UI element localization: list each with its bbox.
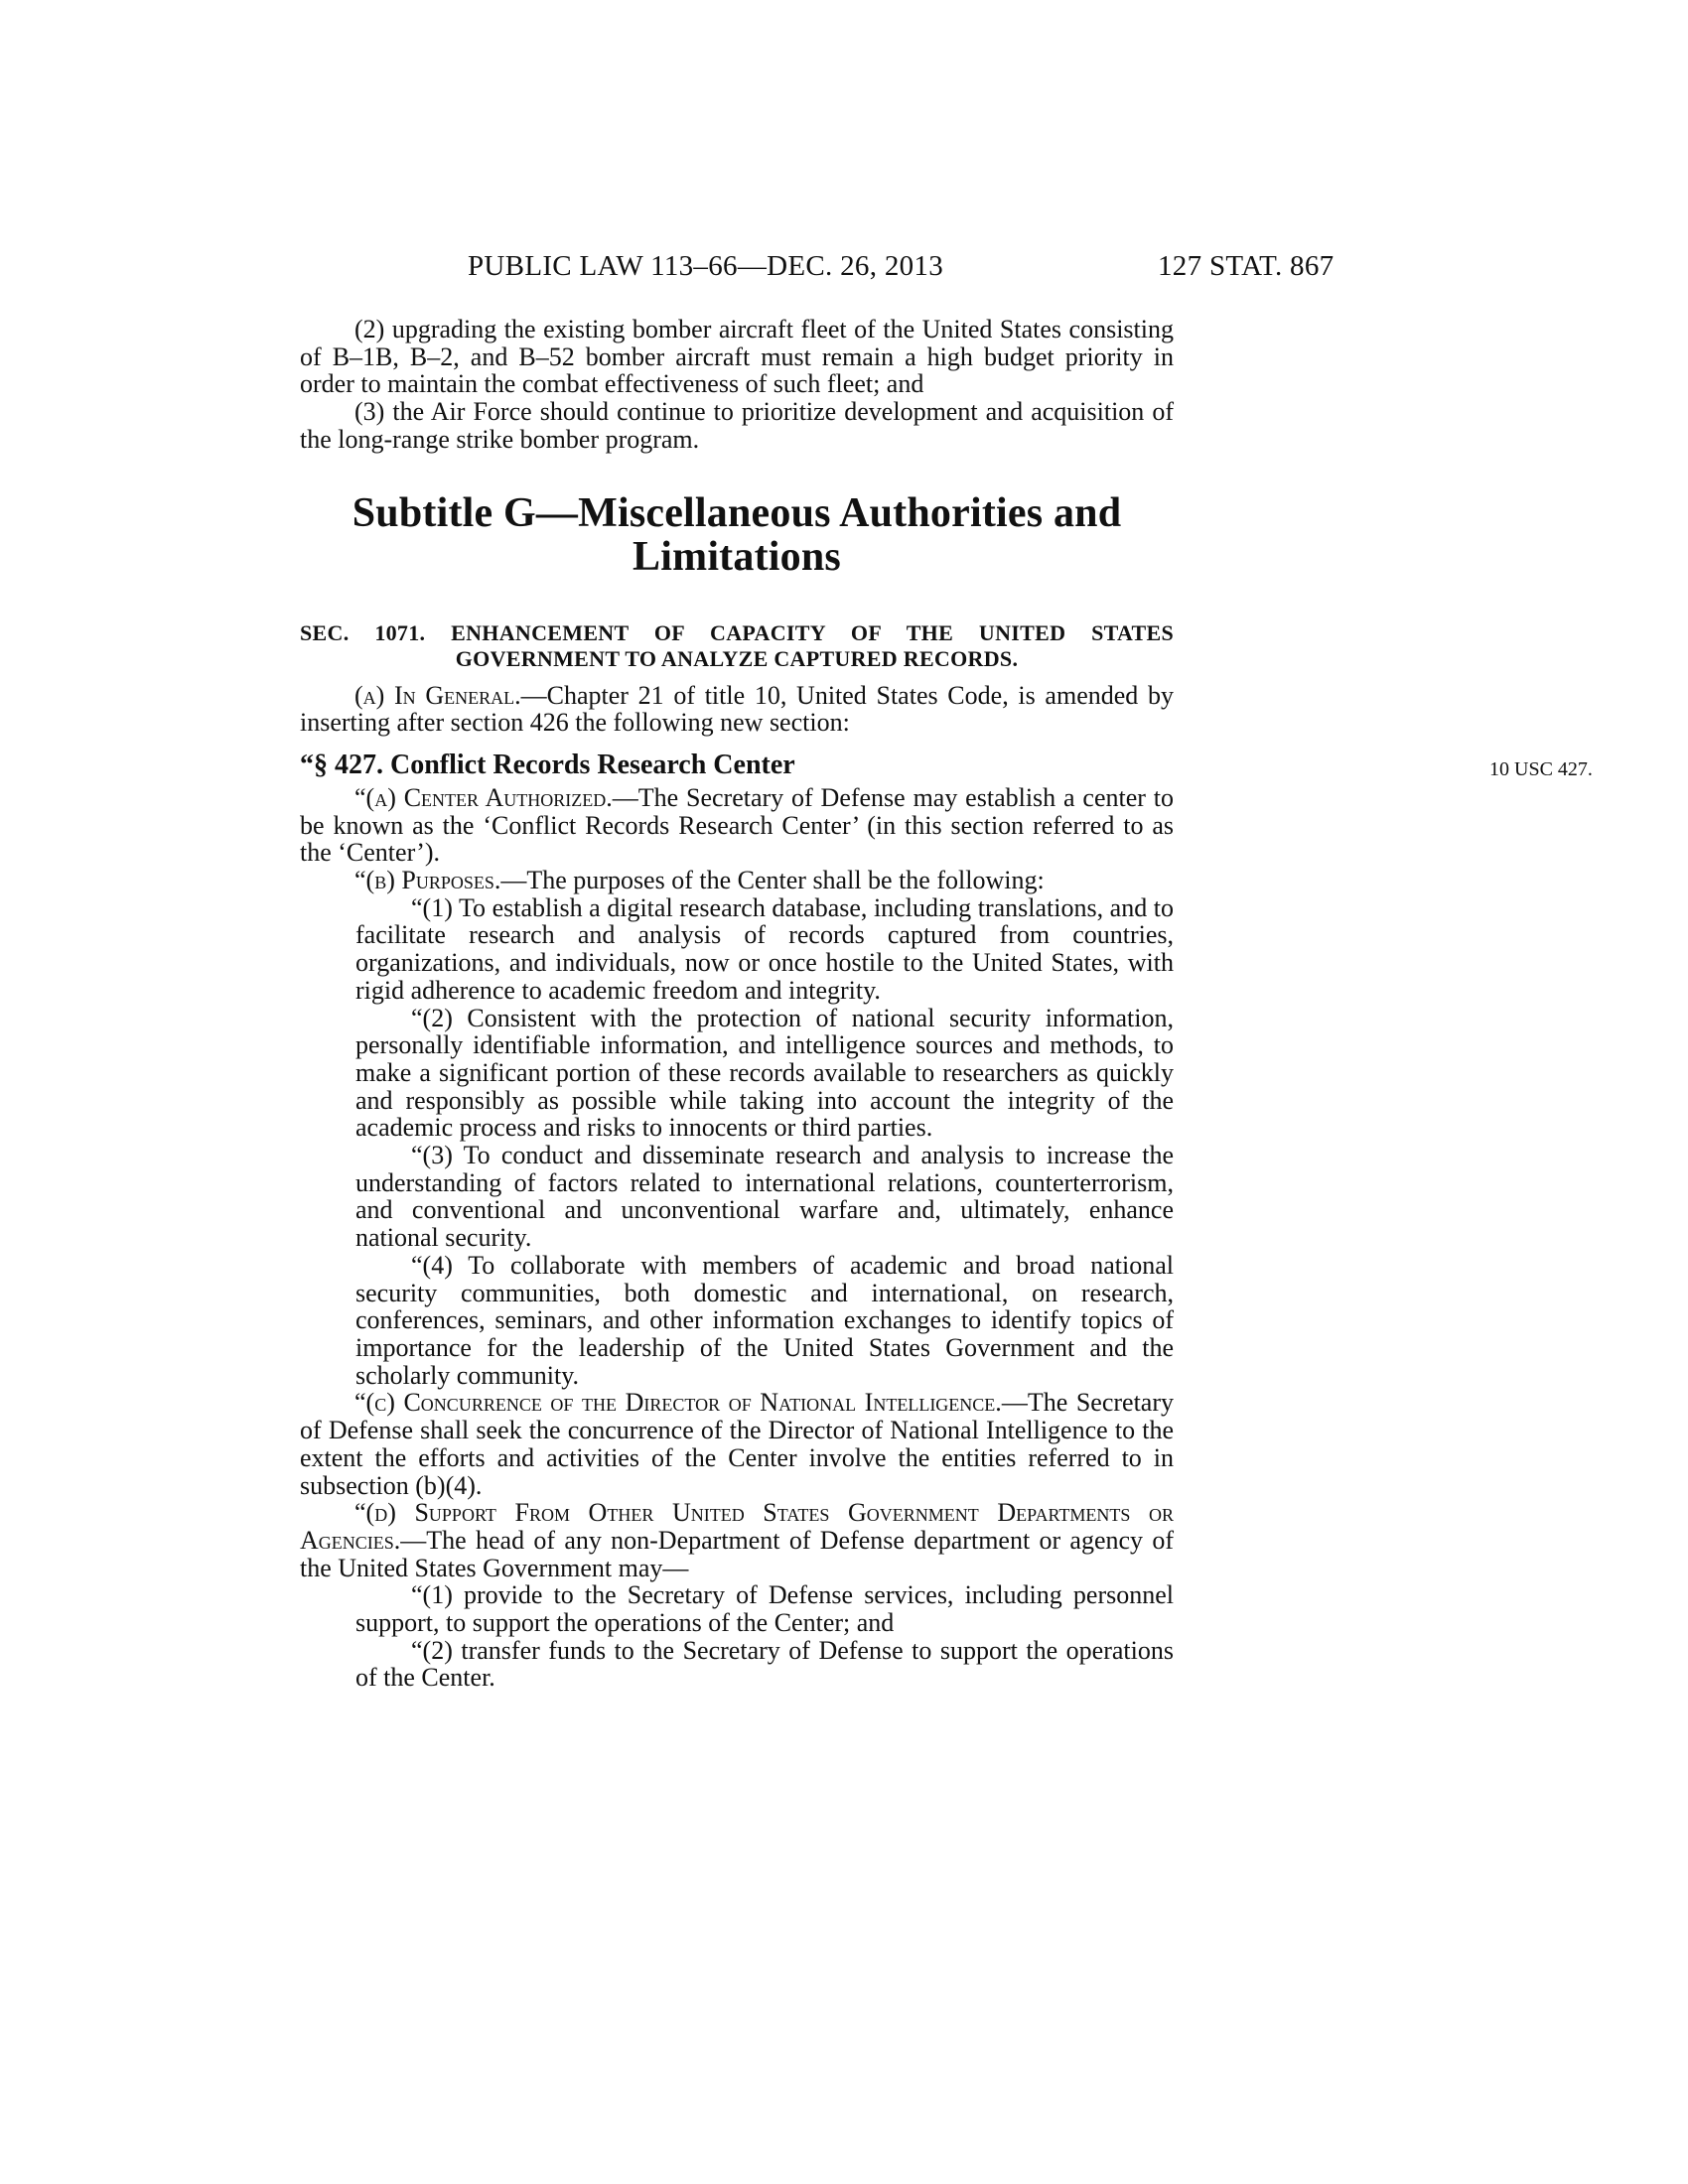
purpose-item-4: “(4) To collaborate with members of academic and broad national security communities, both domestic and international, on research, conferences, seminars, and other information exchanges to identify topics of importance for the leadership of the United States Government and the scholarly community. bbox=[355, 1250, 1174, 1390]
section-427-title bbox=[300, 749, 1593, 780]
subsection-purposes bbox=[300, 867, 1174, 894]
subsection-a-label: (a) In General. bbox=[354, 680, 521, 710]
purposes-list bbox=[300, 894, 1174, 1390]
section-heading-line-2: GOVERNMENT TO ANALYZE CAPTURED RECORDS. bbox=[455, 645, 1019, 671]
section-heading-line-1: SEC. 1071. ENHANCEMENT OF CAPACITY OF THE UNITED STATES bbox=[300, 619, 1174, 645]
subsection-text: —The Secretary of Defense may establish a center to be known as the ‘Conflict Records Research Center’ (in this section referred to as the ‘Center’). bbox=[300, 782, 1175, 868]
subsection-label: “(c) Concurrence of the Director of National Intelligence. bbox=[354, 1388, 1002, 1418]
subsection-concurrence bbox=[300, 1389, 1174, 1499]
subsection-text: —The Secretary of Defense shall seek the concurrence of the Director of National Intelligence to the extent the efforts and activities of the Center involve the entities referred to in subsection (b)(4). bbox=[300, 1388, 1174, 1500]
purpose-item-2: “(2) Consistent with the protection of national security information, personally identifiable information, and intelligence sources and methods, to make a significant portion of these records available to researchers as quickly and responsibly as possible while taking into account the integrity of the academic process and risks to innocents or third parties. bbox=[355, 1003, 1174, 1143]
subsection-text: —The purposes of the Center shall be the following: bbox=[500, 866, 1045, 895]
subsection-label: “(d) Support From Other United States Government Departments or Agencies. bbox=[300, 1498, 1174, 1555]
subsection-support bbox=[300, 1499, 1174, 1581]
subsection-center-authorized bbox=[300, 784, 1174, 867]
page-header-citation: PUBLIC LAW 113–66—DEC. 26, 2013 bbox=[468, 250, 944, 282]
support-item-1: “(1) provide to the Secretary of Defense services, including personnel support, to support the operations of the Center; and bbox=[355, 1580, 1174, 1638]
section-427-title-text: “§ 427. Conflict Records Research Center bbox=[300, 749, 795, 780]
usc-margin-note: 10 USC 427. bbox=[1489, 757, 1593, 780]
purpose-item-3: “(3) To conduct and disseminate research and analysis to increase the understanding of factors related to international relations, counterterrorism, and conventional and unconventional warfare and, ultimately, enhance national security. bbox=[355, 1141, 1174, 1253]
subsection-a-general bbox=[300, 682, 1174, 737]
subtitle-heading bbox=[300, 491, 1174, 579]
intro-paragraph-3: (3) the Air Force should continue to prioritize development and acquisition of the long-range strike bomber program. bbox=[300, 397, 1174, 454]
intro-paragraph-2: (2) upgrading the existing bomber aircraft fleet of the United States consisting of B–1B, B–2, and B–52 bomber aircraft must remain a high budget priority in order to maintain the combat effectiveness of such fleet; and bbox=[300, 315, 1174, 399]
subsection-a-text: —Chapter 21 of title 10, United States Code, is amended by inserting after section 426 the following new section: bbox=[300, 680, 1174, 738]
document-body bbox=[300, 315, 1593, 1693]
subsection-text: —The head of any non-Department of Defense department or agency of the United States Government may— bbox=[300, 1525, 1174, 1582]
support-item-2: “(2) transfer funds to the Secretary of Defense to support the operations of the Center. bbox=[355, 1635, 1174, 1693]
page-number: 127 STAT. 867 bbox=[1158, 250, 1335, 282]
intro-paragraphs bbox=[300, 316, 1174, 454]
support-list bbox=[300, 1581, 1174, 1692]
subtitle-line-1: Subtitle G—Miscellaneous Authorities and bbox=[352, 489, 1122, 536]
section-heading bbox=[300, 620, 1174, 672]
subtitle-line-2: Limitations bbox=[633, 533, 841, 580]
subsection-label: “(b) Purposes. bbox=[354, 866, 501, 895]
purpose-item-1: “(1) To establish a digital research database, including translations, and to facilitate research and analysis of records captured from countries, organizations, and individuals, now or once hostile to the United States, with rigid adherence to academic freedom and integrity. bbox=[355, 892, 1174, 1005]
subsection-label: “(a) Center Authorized. bbox=[354, 782, 613, 812]
